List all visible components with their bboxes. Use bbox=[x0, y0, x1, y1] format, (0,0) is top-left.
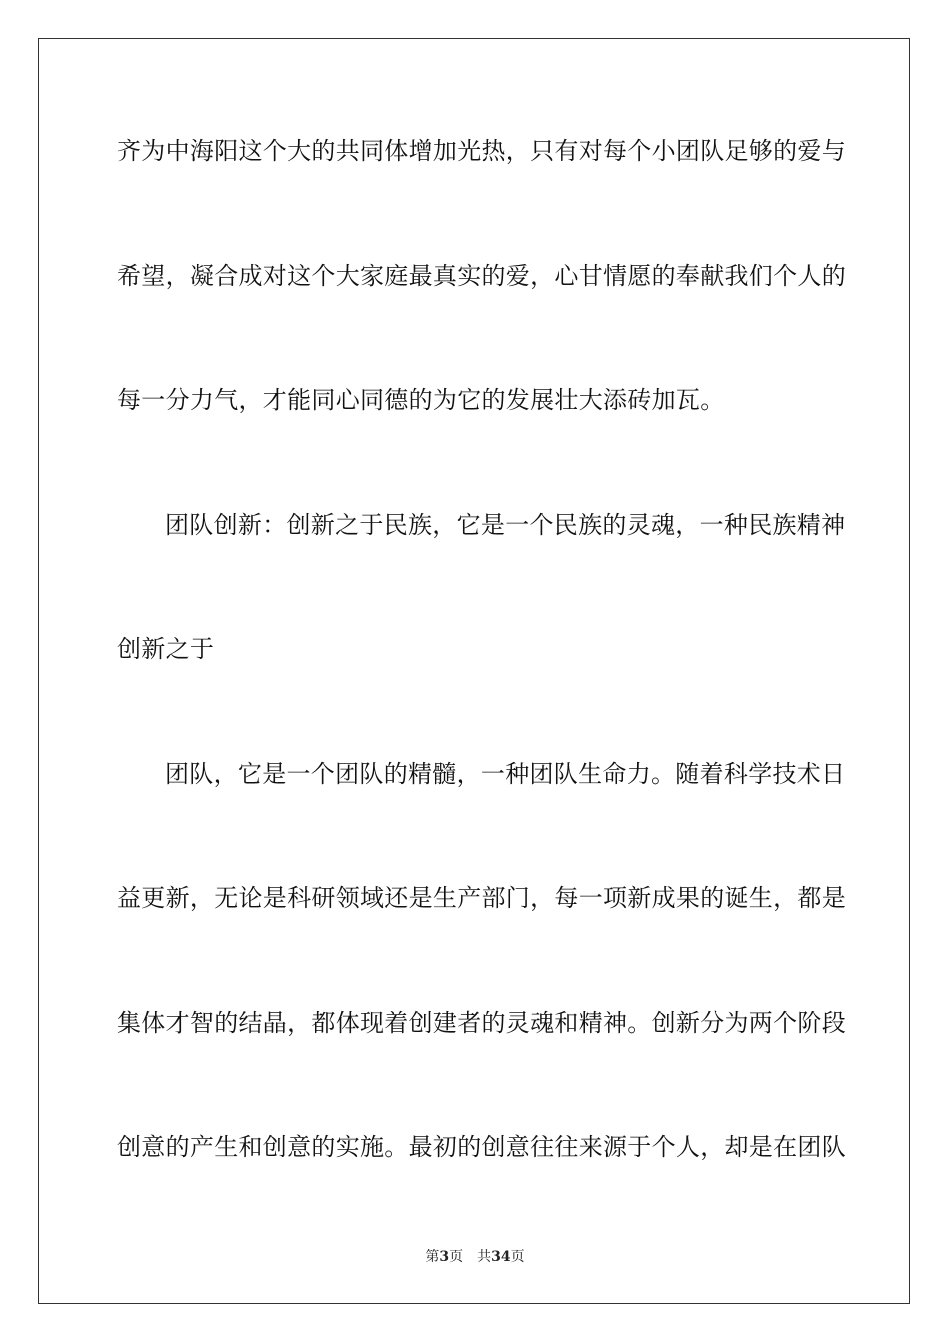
page-number: 3 bbox=[439, 1249, 450, 1265]
page-footer bbox=[0, 1248, 950, 1266]
page-prefix: 第 bbox=[425, 1249, 440, 1265]
body-text-line-6: 团队，它是一个团队的精髓，一种团队生命力。随着科学技术日 bbox=[165, 760, 846, 788]
body-text-line-4: 团队创新：创新之于民族，它是一个民族的灵魂，一种民族精神 bbox=[165, 511, 846, 539]
body-text-line-5: 创新之于 bbox=[117, 635, 215, 663]
total-prefix: 共 bbox=[477, 1249, 492, 1265]
body-text-line-3: 每一分力气，才能同心同德的为它的发展壮大添砖加瓦。 bbox=[117, 386, 725, 414]
page-suffix: 页 bbox=[449, 1249, 464, 1265]
body-text-line-1: 齐为中海阳这个大的共同体增加光热，只有对每个小团队足够的爱与 bbox=[117, 137, 846, 165]
total-suffix: 页 bbox=[510, 1249, 525, 1265]
total-pages: 34 bbox=[491, 1249, 511, 1265]
page-border bbox=[38, 38, 910, 1304]
body-text-line-7: 益更新，无论是科研领域还是生产部门，每一项新成果的诞生，都是 bbox=[117, 884, 846, 912]
body-text-line-9: 创意的产生和创意的实施。最初的创意往往来源于个人，却是在团队 bbox=[117, 1133, 846, 1161]
body-text-line-8: 集体才智的结晶，都体现着创建者的灵魂和精神。创新分为两个阶段 bbox=[117, 1009, 846, 1037]
body-text-line-2: 希望，凝合成对这个大家庭最真实的爱，心甘情愿的奉献我们个人的 bbox=[117, 262, 846, 290]
